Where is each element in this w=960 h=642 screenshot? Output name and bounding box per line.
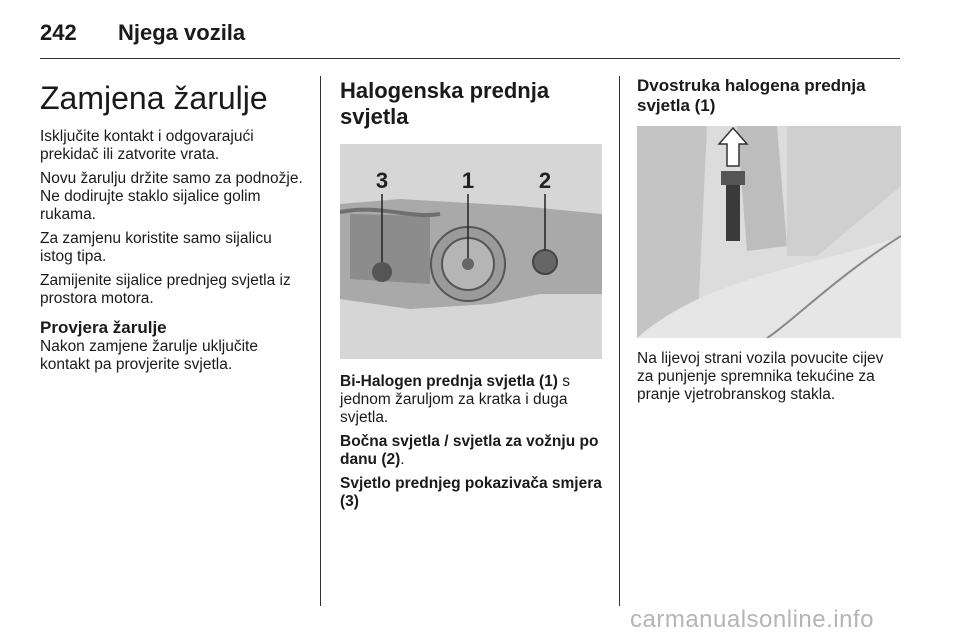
halogen-heading: Halogenska prednja svjetla	[340, 78, 550, 129]
sub-paragraph: Nakon zamjene žarulje uključite kontakt pa provjerite svjetla.	[40, 338, 258, 373]
bulb-2-socket	[533, 250, 557, 274]
item-2-text: .	[400, 451, 405, 468]
page-number: 242	[40, 20, 77, 45]
watermark: carmanualsonline.info	[630, 606, 874, 633]
col3-paragraph: Na lijevoj strani vozila povucite cijev za punjenje spremnika tekućine za pranje vjetrobranskog stakla.	[637, 350, 884, 403]
item-3-label: Svjetlo prednjeg pokazivača smjera (3)	[340, 475, 602, 510]
item-2-label: Bočna svjetla / svjetla za vožnju po danu (2)	[340, 433, 599, 468]
filler-tube	[726, 181, 740, 241]
subheading: Provjera žarulje	[40, 318, 167, 337]
item-2	[340, 433, 602, 469]
paragraph-4: Zamijenite sijalice prednjeg svjetla iz prostora motora.	[40, 272, 291, 307]
item-1	[340, 373, 602, 427]
figure-label-2: 2	[538, 168, 552, 193]
paragraph-1: Isključite kontakt i odgovarajući prekidač ili zatvorite vrata.	[40, 128, 254, 163]
column-divider-2	[619, 76, 620, 606]
figure-label-3: 3	[375, 168, 389, 193]
column-2	[340, 74, 602, 517]
dual-halogen-heading: Dvostruka halogena prednja svjetla (1)	[637, 76, 866, 115]
header-rule	[40, 58, 900, 59]
item-3	[340, 475, 602, 511]
item-1-label: Bi-Halogen prednja svjetla (1)	[340, 373, 558, 390]
headlight-figure	[340, 144, 602, 359]
paragraph-3: Za zamjenu koristite samo sijalicu istog tipa.	[40, 230, 272, 265]
section-title: Njega vozila	[118, 20, 246, 45]
column-3	[637, 74, 901, 410]
figure-label-1: 1	[461, 168, 475, 193]
page-heading: Zamjena žarulje	[40, 80, 268, 116]
item-1-text: s jednom žaruljom za kratka i duga svjetla.	[340, 373, 570, 426]
column-1	[40, 74, 305, 380]
washer-tube-figure	[637, 126, 901, 338]
paragraph-2: Novu žarulju držite samo za podnožje. Ne dodirujte staklo sijalice golim rukama.	[40, 170, 303, 223]
column-divider-1	[320, 76, 321, 606]
bulb-3-socket	[372, 262, 392, 282]
